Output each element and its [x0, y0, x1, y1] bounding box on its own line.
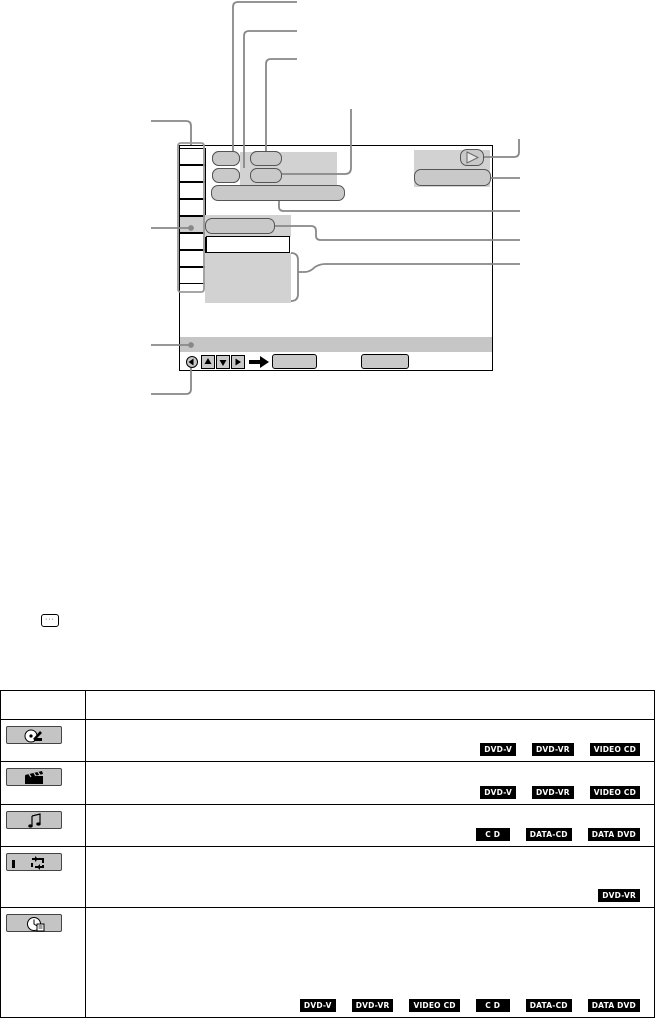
media-badge: DVD-VR [598, 889, 640, 902]
compatible-media-badges [476, 828, 640, 841]
media-badge: DATA-CD [526, 828, 572, 841]
total-chapters-box [250, 168, 282, 183]
media-badge: DVD-VR [532, 786, 574, 799]
item-icon-cell [1, 805, 86, 847]
table-header-item [1, 691, 86, 720]
control-menu-diagram [0, 0, 655, 410]
display-button-icon: ··· [41, 614, 59, 627]
media-badge: VIDEO CD [590, 743, 640, 756]
media-badge: VIDEO CD [409, 999, 459, 1012]
control-menu-items-table [0, 690, 655, 1018]
table-row [1, 720, 655, 762]
clapperboard-icon [6, 768, 62, 786]
table-header-description [86, 691, 655, 720]
item-description-cell [86, 805, 655, 847]
compatible-media-badges [598, 889, 640, 902]
media-badge: DVD-V [480, 743, 516, 756]
callout-leader-lines [0, 0, 655, 410]
item-icon-cell [1, 847, 86, 908]
item-description-cell [86, 762, 655, 805]
table-row [1, 762, 655, 805]
media-badge: DATA DVD [588, 999, 640, 1012]
media-badge: DATA DVD [588, 828, 640, 841]
item-icon-cell [1, 762, 86, 805]
total-titles-box [212, 168, 240, 183]
compatible-media-badges [480, 743, 640, 756]
table-row [1, 805, 655, 847]
media-badge: C D [476, 999, 510, 1012]
compatible-media-badges [300, 999, 640, 1012]
media-badge: VIDEO CD [590, 786, 640, 799]
table-header-row [1, 691, 655, 720]
title-number-box [212, 151, 240, 166]
item-description-cell [86, 908, 655, 1018]
media-badge: DVD-VR [352, 999, 394, 1012]
original-playlist-icon [6, 853, 62, 871]
playing-time-box [211, 185, 345, 201]
disc-settings-icon [6, 726, 62, 744]
item-icon-cell [1, 720, 86, 762]
table-row [1, 908, 655, 1018]
media-badge: DVD-VR [532, 743, 574, 756]
chapter-number-box [250, 151, 282, 166]
media-badge: C D [476, 828, 510, 841]
media-badge: DVD-V [300, 999, 336, 1012]
table-row [1, 847, 655, 908]
media-badge: DVD-V [480, 786, 516, 799]
item-description-cell [86, 847, 655, 908]
item-icon-cell [1, 908, 86, 1018]
music-note-icon [6, 811, 62, 829]
time-text-icon [6, 914, 62, 932]
item-description-cell [86, 720, 655, 762]
compatible-media-badges [480, 786, 640, 799]
media-badge: DATA-CD [526, 999, 572, 1012]
